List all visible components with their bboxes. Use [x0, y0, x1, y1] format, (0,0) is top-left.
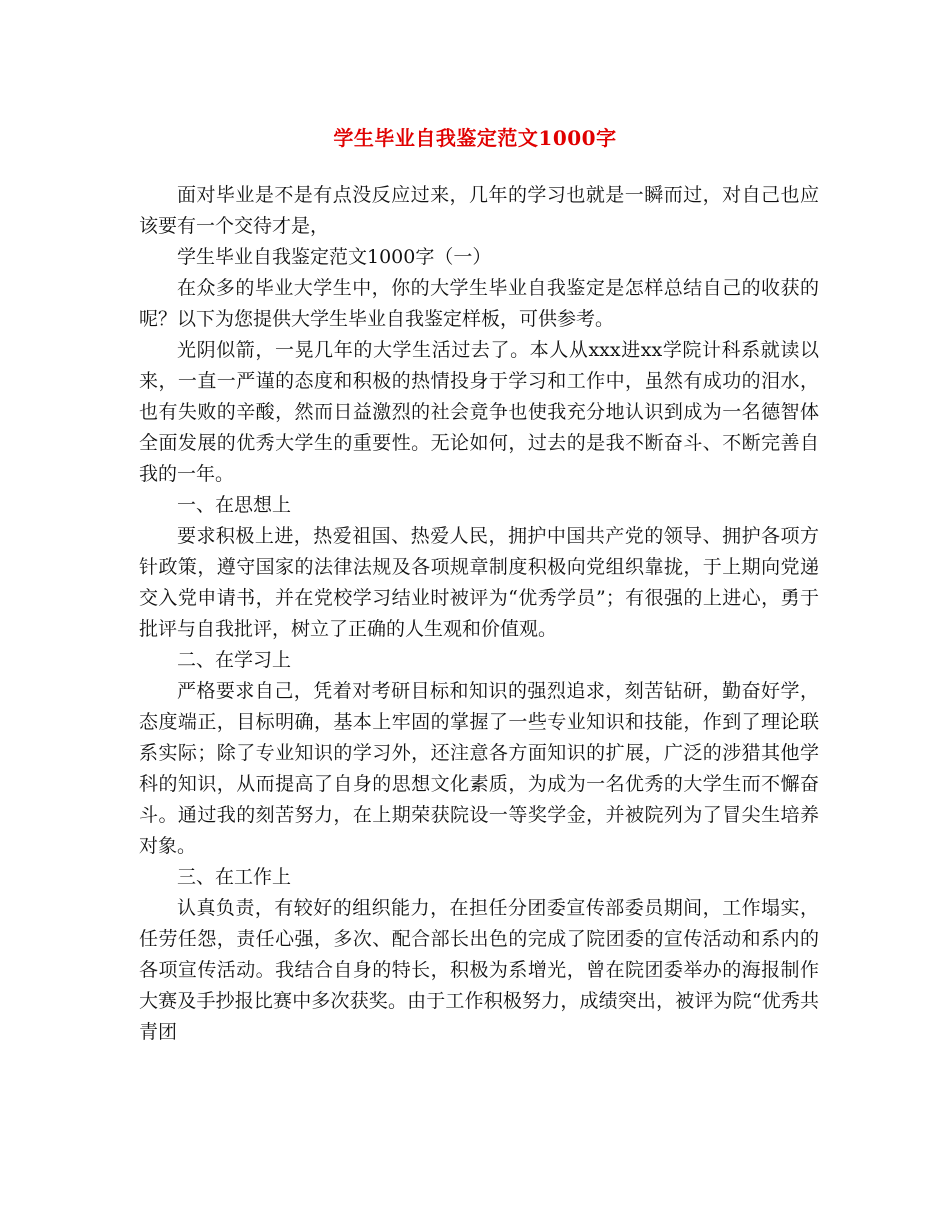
section-heading-work: 三、在工作上: [177, 866, 292, 888]
thought-paragraph: 要求积极上进，热爱祖国、热爱人民，拥护中国共产党的领导、拥护各项方针政策，遵守国家的法律法规及各项规章制度积极向党组织靠拢，于上期向党递交入党申请书，并在党校学习结业时被评为“优秀学员”；有很强的上进心，勇于批评与自我批评，树立了正确的人生观和价值观。: [139, 525, 819, 640]
section-heading-study: 二、在学习上: [177, 649, 292, 671]
work-paragraph: 认真负责，有较好的组织能力，在担任分团委宣传部委员期间，工作塌实，任劳任怨，责任心强，多次、配合部长出色的完成了院团委的宣传活动和系内的各项宣传活动。我结合自身的特长，积极为系增光，曾在院团委举办的海报制作大赛及手抄报比赛中多次获奖。由于工作积极努力，成绩突出，被评为院“优秀共青团: [139, 897, 819, 1043]
document-body: [139, 180, 819, 1048]
overview-paragraph: 光阴似箭，一晃几年的大学生活过去了。本人从xxx进xx学院计科系就读以来，一直一严谨的态度和积极的热情投身于学习和工作中，虽然有成功的泪水，也有失败的辛酸，然而日益激烈的社会竟争也使我充分地认识到成为一名德智体全面发展的优秀大学生的重要性。无论如何，过去的是我不断奋斗、不断完善自我的一年。: [139, 339, 819, 485]
subtitle-paragraph: 学生毕业自我鉴定范文1000字（一）: [177, 246, 492, 268]
question-paragraph: 在众多的毕业大学生中，你的大学生毕业自我鉴定是怎样总结自己的收获的呢？以下为您提供大学生毕业自我鉴定样板，可供参考。: [139, 277, 819, 330]
study-paragraph: 严格要求自己，凭着对考研目标和知识的强烈追求，刻苦钻研，勤奋好学，态度端正，目标明确，基本上牢固的掌握了一些专业知识和技能，作到了理论联系实际；除了专业知识的学习外，还注意各方面知识的扩展，广泛的涉猎其他学科的知识，从而提高了自身的思想文化素质，为成为一名优秀的大学生而不懈奋斗。通过我的刻苦努力，在上期荣获院设一等奖学金，并被院列为了冒尖生培养对象。: [139, 680, 819, 857]
section-heading-thought: 一、在思想上: [177, 494, 292, 516]
document-title: 学生毕业自我鉴定范文1000字: [333, 126, 617, 150]
intro-paragraph: 面对毕业是不是有点没反应过来，几年的学习也就是一瞬而过，对自己也应该要有一个交待才是，: [139, 184, 819, 237]
